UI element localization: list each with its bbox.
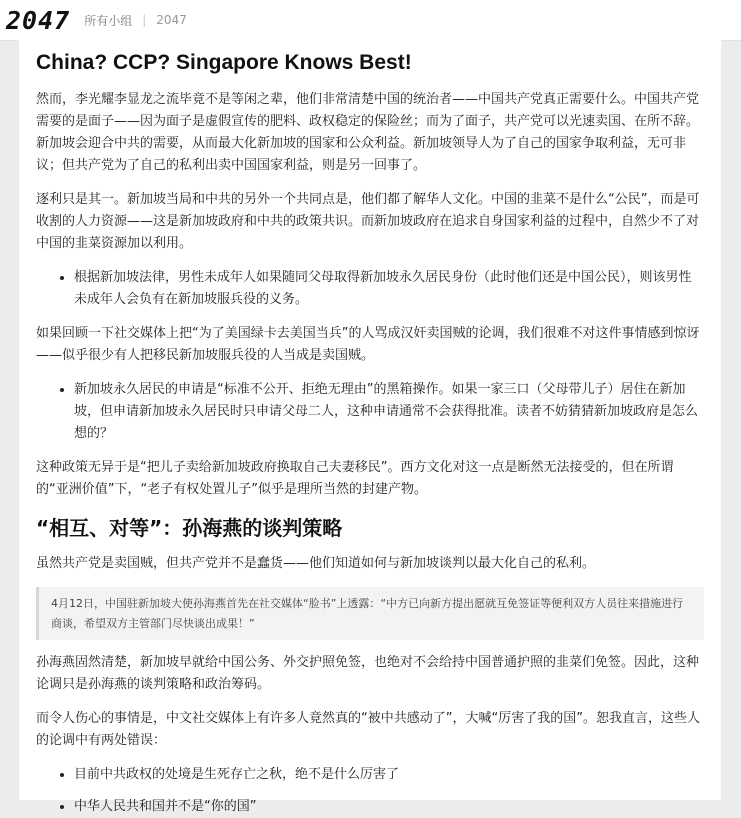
list-item: • 根据新加坡法律，男性未成年人如果随同父母取得新加坡永久居民身份（此时他们还是中国公民），则该男性未成年人会负有在新加坡服兵役的义务。 bbox=[74, 267, 704, 311]
site-logo[interactable]: 2047 bbox=[6, 5, 71, 35]
list-item: • 中华人民共和国并不是“你的国” bbox=[74, 796, 704, 818]
bullet-list-2 bbox=[36, 379, 704, 445]
nav-link-all-groups[interactable]: 所有小组 bbox=[84, 13, 133, 28]
article-title: China? CCP? Singapore Knows Best! bbox=[36, 51, 412, 74]
section-heading: “相互、对等”：孙海燕的谈判策略 bbox=[36, 516, 343, 541]
nav-link-2047[interactable]: 2047 bbox=[156, 13, 187, 27]
paragraph-1: 然而，李光耀李显龙之流毕竟不是等闲之辈，他们非常清楚中国的统治者——中国共产党真正需要什么。中国共产党需要的是面子——因为面子是虚假宣传的肥料、政权稳定的保险丝；而为了面子，共产党可以光速卖国、在所不辞。新加坡会迎合中共的需要，从而最大化新加坡的国家和公众利益。新加坡领导人为了自己的国家争取利益，无可非议；但共产党为了自己的私利出卖中国国家利益，则是另一回事了。 bbox=[36, 92, 700, 174]
list-item: • 新加坡永久居民的申请是“标准不公开、拒绝无理由”的黑箱操作。如果一家三口（父母带儿子）居住在新加坡，但申请新加坡永久居民时只申请父母二人，这种申请通常不会获得批准。读者不妨猜猜新加坡政府是怎么想的？ bbox=[74, 379, 704, 445]
paragraph-4: 这种政策无异于是“把儿子卖给新加坡政府换取自己夫妻移民”。西方文化对这一点是断然无法接受的，但在所谓的“亚洲价值”下，“老子有权处置儿子”似乎是理所当然的封建产物。 bbox=[36, 460, 674, 498]
nav-separator: | bbox=[142, 13, 147, 27]
paragraph-7: 而令人伤心的事情是，中文社交媒体上有许多人竟然真的“被中共感动了”，大喊“厉害了我的国”。恕我直言，这些人的论调中有两处错误： bbox=[36, 711, 700, 749]
article-card bbox=[19, 40, 721, 815]
list-item: • 目前中共政权的处境是生死存亡之秋，绝不是什么厉害了 bbox=[74, 764, 704, 786]
paragraph-3: 如果回顾一下社交媒体上把“为了美国绿卡去美国当兵”的人骂成汉奸卖国贼的论调，我们很难不对这件事情感到惊讶——似乎很少有人把移民新加坡服兵役的人当成是卖国贼。 bbox=[36, 326, 700, 364]
blockquote: 4月12日，中国驻新加坡大使孙海燕首先在社交媒体“脸书”上透露：“中方已向新方提出愿就互免签证等便利双方人员往来措施进行商谈，希望双方主管部门尽快谈出成果！” bbox=[36, 587, 704, 640]
paragraph-2: 逐利只是其一。新加坡当局和中共的另外一个共同点是，他们都了解华人文化。中国的韭菜不是什么“公民”，而是可收割的人力资源——这是新加坡政府和中共的政策共识。而新加坡政府在追求自身国家利益的过程中，自然少不了对中国的韭菜资源加以利用。 bbox=[36, 192, 700, 252]
paragraph-5: 虽然共产党是卖国贼，但共产党并不是蠢货——他们知道如何与新加坡谈判以最大化自己的私利。 bbox=[36, 556, 596, 572]
bullet-list-3 bbox=[36, 764, 704, 818]
bullet-list-1 bbox=[36, 267, 704, 311]
paragraph-6: 孙海燕固然清楚，新加坡早就给中国公务、外交护照免签，也绝对不会给持中国普通护照的韭菜们免签。因此，这种论调只是孙海燕的谈判策略和政治筹码。 bbox=[36, 655, 700, 693]
top-navigation-bar bbox=[0, 0, 741, 41]
article-body bbox=[19, 50, 721, 818]
